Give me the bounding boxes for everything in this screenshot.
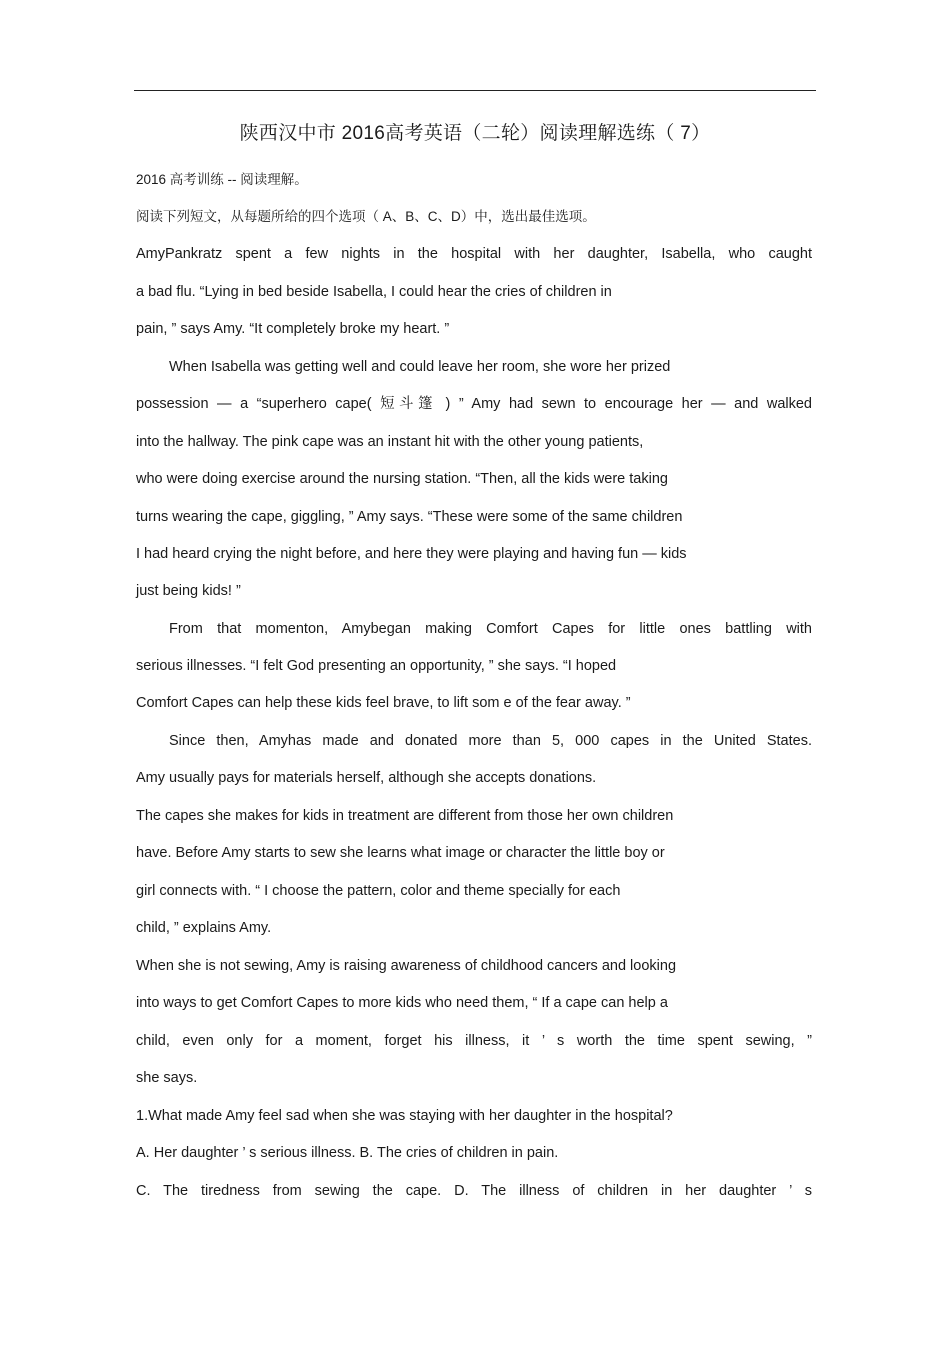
passage-line: When she is not sewing, Amy is raising awareness of childhood cancers and looking bbox=[136, 958, 677, 974]
passage-line: Since then, Amyhas made and donated more than 5, 000 capes in the United States. bbox=[169, 733, 812, 749]
passage-line: turns wearing the cape, giggling, ” Amy says. “These were some of the same children bbox=[136, 509, 683, 525]
document-title: 陕西汉中市 2016高考英语（二轮）阅读理解选练（ 7） bbox=[239, 123, 711, 144]
passage-line: When Isabella was getting well and could leave her room, she wore her prized bbox=[169, 359, 671, 375]
passage-line: a bad flu. “Lying in bed beside Isabella, I could hear the cries of children in bbox=[136, 284, 612, 300]
passage-line: Amy usually pays for materials herself, although she accepts donations. bbox=[136, 770, 597, 786]
passage-line: pain, ” says Amy. “It completely broke my heart. ” bbox=[136, 321, 450, 337]
header-rule bbox=[134, 90, 816, 91]
passage-line: From that momenton, Amybegan making Comfort Capes for little ones battling with bbox=[169, 621, 812, 637]
section-subtitle: 2016 高考训练 -- 阅读理解。 bbox=[136, 172, 308, 187]
passage-line: she says. bbox=[136, 1070, 198, 1086]
passage-line: Comfort Capes can help these kids feel brave, to lift som e of the fear away. ” bbox=[136, 695, 631, 711]
passage-line: just being kids! ” bbox=[136, 583, 241, 599]
question-text: 1.What made Amy feel sad when she was staying with her daughter in the hospital? bbox=[136, 1108, 673, 1124]
passage-line: possession — a “superhero cape( 短斗篷 ) ” Amy had sewn to encourage her — and walked bbox=[136, 396, 812, 412]
passage-line: The capes she makes for kids in treatment are different from those her own children bbox=[136, 808, 674, 824]
answer-options: A. Her daughter ’ s serious illness. B. The cries of children in pain. bbox=[136, 1145, 559, 1161]
passage-line: child, even only for a moment, forget his illness, it ’ s worth the time spent sewing, ” bbox=[136, 1033, 812, 1049]
passage-line: into the hallway. The pink cape was an instant hit with the other young patients, bbox=[136, 434, 644, 450]
instruction-text: 阅读下列短文，从每题所给的四个选项（ A、B、C、D）中，选出最佳选项。 bbox=[136, 209, 596, 224]
passage-line: girl connects with. “ I choose the pattern, color and theme specially for each bbox=[136, 883, 621, 899]
passage-line: have. Before Amy starts to sew she learns what image or character the little boy or bbox=[136, 845, 665, 861]
passage-line: who were doing exercise around the nursing station. “Then, all the kids were taking bbox=[136, 471, 668, 487]
answer-options: C. The tiredness from sewing the cape. D. The illness of children in her daughter ’ s bbox=[136, 1183, 812, 1199]
passage-line: AmyPankratz spent a few nights in the hospital with her daughter, Isabella, who caught bbox=[136, 246, 812, 262]
passage-line: into ways to get Comfort Capes to more kids who need them, “ If a cape can help a bbox=[136, 995, 668, 1011]
passage-line: I had heard crying the night before, and here they were playing and having fun — kids bbox=[136, 546, 687, 562]
passage-line: serious illnesses. “I felt God presenting an opportunity, ” she says. “I hoped bbox=[136, 658, 617, 674]
passage-line: child, ” explains Amy. bbox=[136, 920, 272, 936]
